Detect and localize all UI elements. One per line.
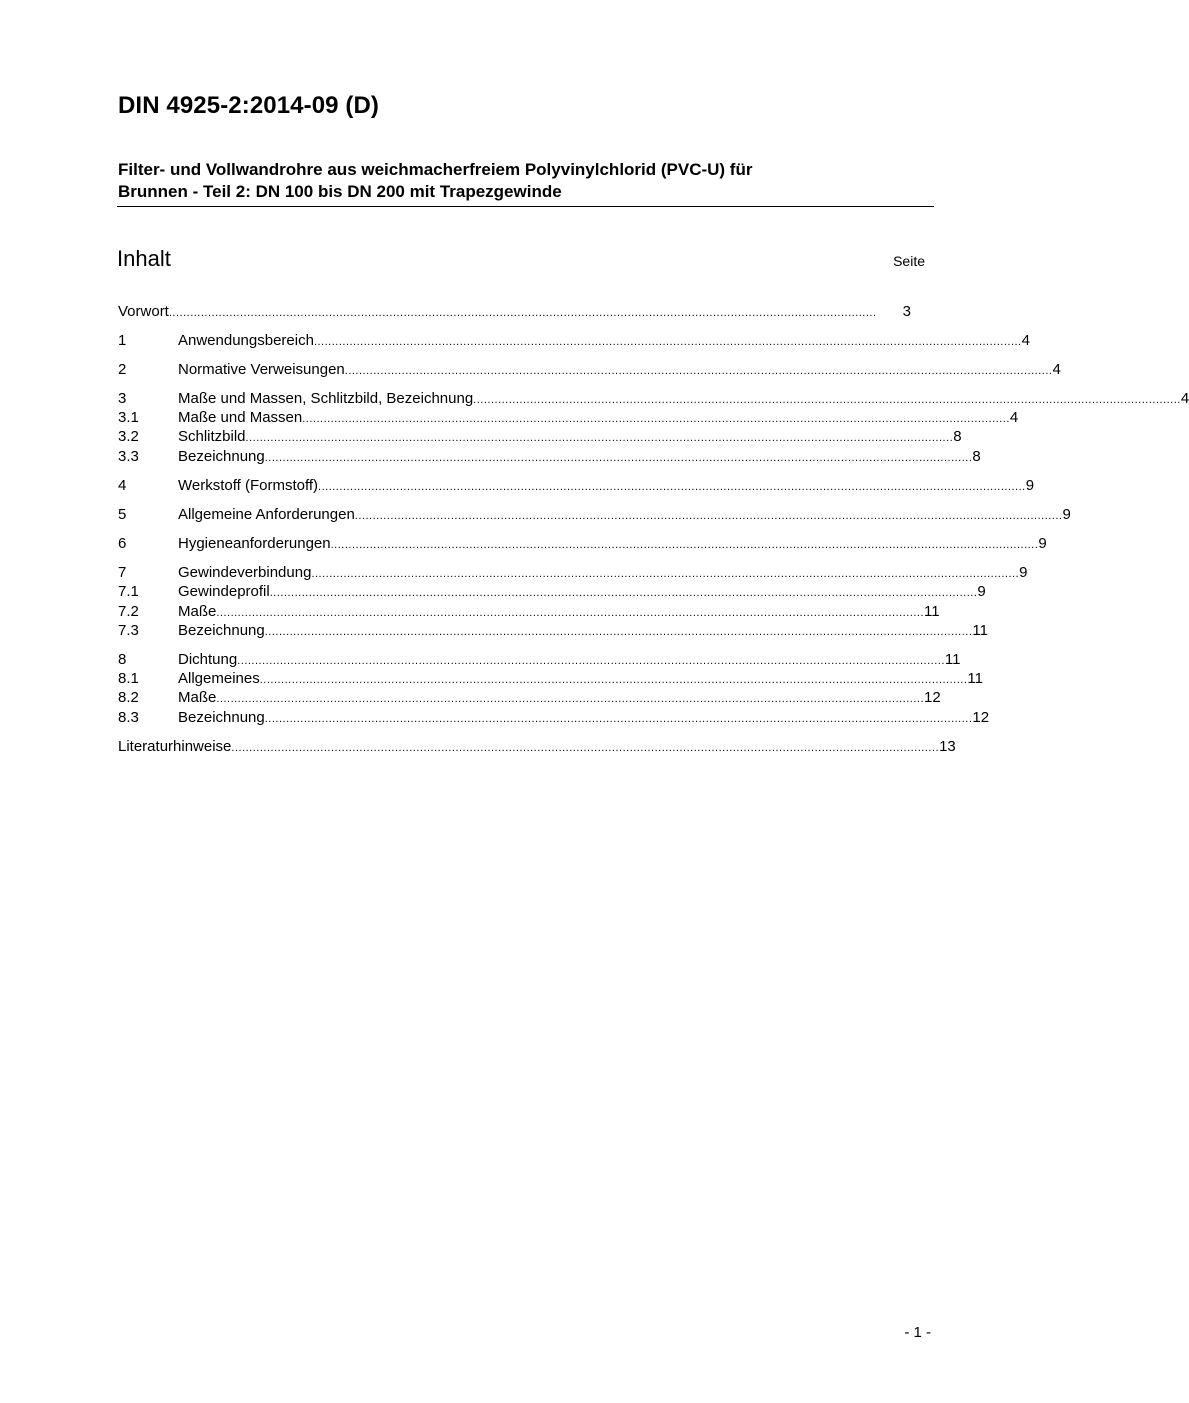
toc-entry-number: 4	[118, 477, 127, 494]
toc-entry-number: 8.3	[118, 709, 139, 726]
toc-entry-7-1[interactable]	[118, 582, 986, 601]
toc-dot-leader: .......................................................................................................................................................................................................	[269, 587, 978, 599]
toc-entry-title: Allgemeines	[178, 670, 260, 687]
toc-dot-leader: .......................................................................................................................................................................................................	[168, 307, 877, 319]
toc-entry-page: 13	[939, 738, 956, 755]
toc-entry-title: Schlitzbild	[178, 428, 246, 445]
toc-entry-title: Maße und Massen	[178, 409, 303, 426]
toc-entry-title: Normative Verweisungen	[178, 361, 345, 378]
toc-entry-number: 7.2	[118, 603, 139, 620]
toc-entry-5[interactable]	[118, 505, 1071, 524]
toc-entry-number: 8.1	[118, 670, 139, 687]
toc-entry-title: Maße und Massen, Schlitzbild, Bezeichnung	[178, 390, 474, 407]
toc-entry-page: 9	[1025, 477, 1035, 494]
toc-dot-leader: .......................................................................................................................................................................................................	[354, 510, 1063, 522]
toc-entry-4[interactable]	[118, 476, 1035, 495]
toc-entry-title: Anwendungsbereich	[178, 332, 314, 349]
toc-entry-1[interactable]	[118, 331, 1030, 350]
toc-entry-page: 11	[972, 622, 988, 639]
toc-entry-number: 6	[118, 535, 127, 552]
toc-entry-literaturhinweise[interactable]	[118, 737, 956, 756]
toc-entry-title: Bezeichnung	[178, 448, 265, 465]
toc-entry-3[interactable]	[118, 389, 1189, 408]
toc-entry-title: Bezeichnung	[178, 709, 265, 726]
toc-entry-page: 12	[924, 689, 941, 706]
toc-entry-number: 3.3	[118, 448, 139, 465]
toc-entry-number: 5	[118, 506, 127, 523]
toc-dot-leader: .......................................................................................................................................................................................................	[473, 394, 1181, 406]
toc-dot-leader: .......................................................................................................................................................................................................	[344, 365, 1053, 377]
toc-dot-leader: .......................................................................................................................................................................................................	[216, 693, 925, 705]
document-title-line-1: Filter- und Vollwandrohre aus weichmacherfreiem Polyvinylchlorid (PVC-U) für	[118, 160, 753, 179]
toc-entry-2[interactable]	[118, 360, 1061, 379]
toc-entry-page: 9	[1038, 535, 1047, 552]
toc-entry-number: 2	[118, 361, 127, 378]
toc-entry-number: 7	[118, 564, 127, 581]
toc-entry-title: Gewindeverbindung	[178, 564, 312, 581]
toc-entry-page: 9	[977, 583, 986, 600]
toc-entry-8-1[interactable]	[118, 669, 983, 688]
document-id: DIN 4925-2:2014-09 (D)	[118, 92, 379, 119]
toc-entry-8-3[interactable]	[118, 708, 990, 727]
toc-entry-vorwort[interactable]	[118, 302, 911, 321]
toc-entry-page: 3	[902, 303, 911, 320]
toc-entry-number: 7.3	[118, 622, 139, 639]
toc-entry-number: 3	[118, 390, 127, 407]
toc-entry-3-3[interactable]	[118, 447, 981, 466]
toc-entry-page: 8	[972, 448, 981, 465]
page-number: - 1 -	[904, 1324, 931, 1341]
toc-entry-title: Hygieneanforderungen	[178, 535, 331, 552]
toc-entry-title: Maße	[178, 603, 217, 620]
toc-dot-leader: .......................................................................................................................................................................................................	[318, 481, 1026, 493]
toc-dot-leader: .......................................................................................................................................................................................................	[216, 607, 925, 619]
toc-entry-page: 8	[953, 428, 962, 445]
toc-entry-number: 7.1	[118, 583, 139, 600]
toc-entry-8-2[interactable]	[118, 688, 941, 707]
toc-entry-7[interactable]	[118, 563, 1028, 582]
toc-dot-leader: .......................................................................................................................................................................................................	[264, 626, 973, 638]
toc-entry-8[interactable]	[118, 650, 961, 669]
toc-entry-title: Dichtung	[178, 651, 238, 668]
toc-entry-6[interactable]	[118, 534, 1047, 553]
toc-entry-title: Werkstoff (Formstoff)	[178, 477, 319, 494]
toc-entry-number: 3.2	[118, 428, 139, 445]
toc-entry-number: 8.2	[118, 689, 139, 706]
toc-entry-page: 12	[972, 709, 990, 726]
toc-entry-page: 11	[944, 651, 961, 668]
toc-dot-leader: .......................................................................................................................................................................................................	[330, 539, 1039, 551]
toc-entry-3-2[interactable]	[118, 427, 962, 446]
toc-entry-number: 1	[118, 332, 127, 349]
toc-entry-number: 3.1	[118, 409, 139, 426]
toc-entry-page: 4	[1009, 409, 1019, 426]
toc-heading: Inhalt	[117, 246, 171, 271]
toc-entry-page: 9	[1019, 564, 1028, 581]
toc-dot-leader: .......................................................................................................................................................................................................	[264, 452, 973, 464]
toc-entry-page: 4	[1180, 390, 1189, 407]
toc-entry-page: 11	[967, 670, 983, 687]
toc-entry-3-1[interactable]	[118, 408, 1019, 427]
toc-dot-leader: .......................................................................................................................................................................................................	[313, 336, 1022, 348]
toc-dot-leader: .......................................................................................................................................................................................................	[245, 432, 954, 444]
toc-entry-title: Maße	[178, 689, 217, 706]
toc-dot-leader: .......................................................................................................................................................................................................	[311, 568, 1020, 580]
toc-entry-page: 4	[1052, 361, 1061, 378]
document-title-line-2: Brunnen - Teil 2: DN 100 bis DN 200 mit Trapezgewinde	[118, 182, 562, 201]
toc-entry-7-2[interactable]	[118, 602, 940, 621]
toc-page-column-label: Seite	[893, 253, 925, 269]
toc-entry-title: Gewindeprofil	[178, 583, 270, 600]
title-divider	[117, 206, 934, 207]
toc-dot-leader: .......................................................................................................................................................................................................	[259, 674, 968, 686]
toc-entry-title: Bezeichnung	[178, 622, 265, 639]
toc-entry-title: Vorwort	[118, 303, 169, 320]
toc-dot-leader: .......................................................................................................................................................................................................	[231, 742, 940, 754]
toc-entry-page: 4	[1021, 332, 1030, 349]
toc-dot-leader: .......................................................................................................................................................................................................	[302, 413, 1010, 425]
document-title	[118, 159, 898, 203]
toc-entry-title: Literaturhinweise	[118, 738, 232, 755]
toc-entry-number: 8	[118, 651, 127, 668]
toc-entry-page: 9	[1062, 506, 1071, 523]
toc-entry-7-3[interactable]	[118, 621, 988, 640]
toc-dot-leader: .......................................................................................................................................................................................................	[237, 655, 945, 667]
toc-dot-leader: .......................................................................................................................................................................................................	[264, 713, 973, 725]
toc-entry-page: 11	[924, 603, 940, 620]
toc-entry-title: Allgemeine Anforderungen	[178, 506, 355, 523]
